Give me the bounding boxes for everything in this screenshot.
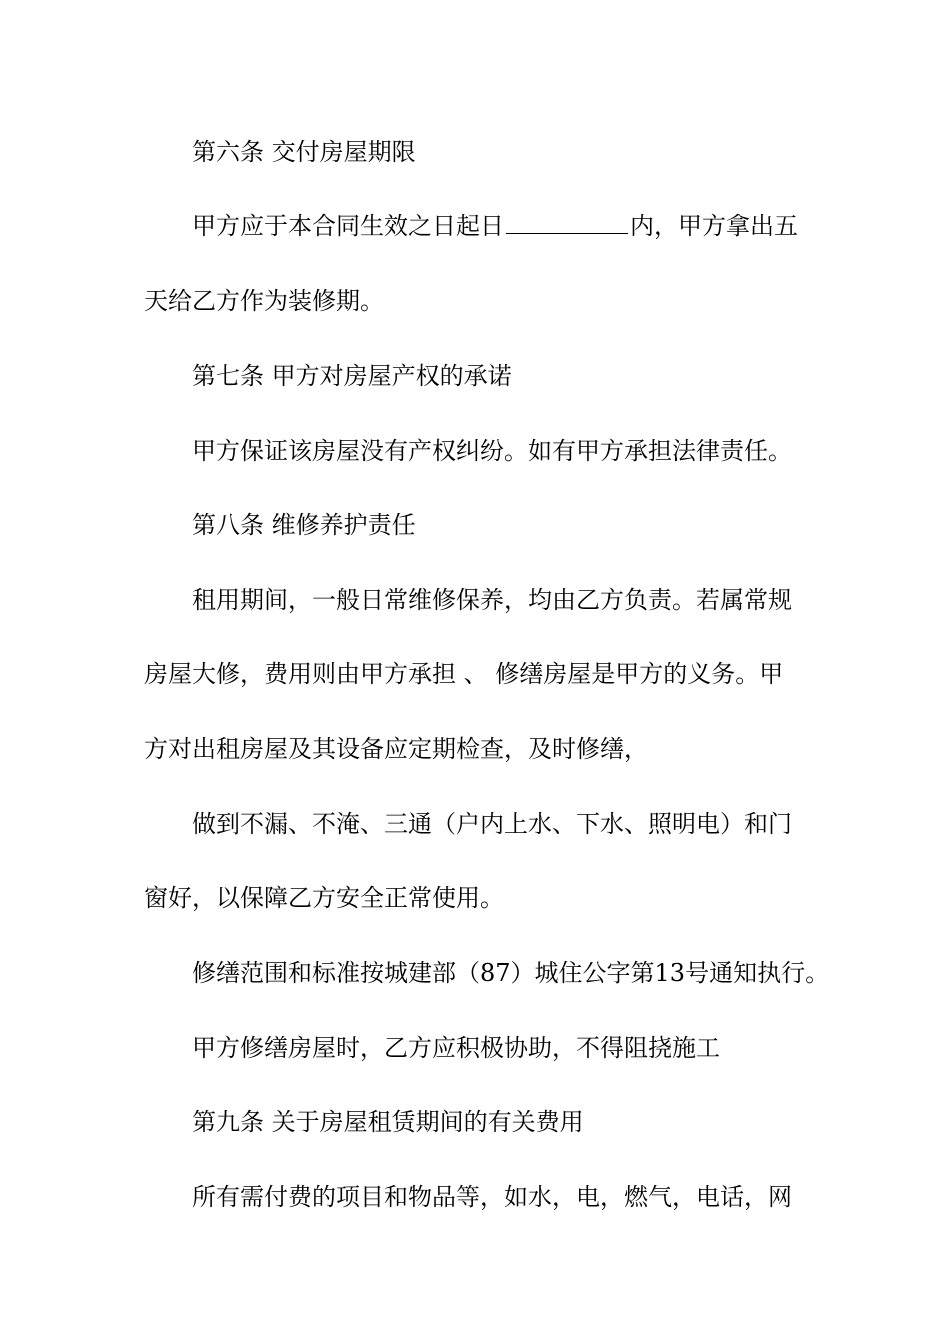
paragraph-line: 甲方修缮房屋时，乙方应积极协助，不得阻挠施工 xyxy=(192,1034,720,1062)
paragraph-line: 做到不漏、不淹、三通（户内上水、下水、照明电）和门 xyxy=(192,810,792,838)
text-segment: 内，甲方拿出五 xyxy=(630,212,798,240)
paragraph-line: 修缮范围和标准按城建部（87）城住公字第13号通知执行。 xyxy=(192,959,830,987)
article-8-heading: 第八条 维修养护责任 xyxy=(192,511,416,539)
paragraph-line: 所有需付费的项目和物品等，如水，电，燃气，电话，网 xyxy=(192,1183,792,1211)
paragraph-line: 租用期间，一般日常维修保养，均由乙方负责。若属常规 xyxy=(192,586,792,614)
paragraph-line: 房屋大修，费用则由甲方承担 、 修缮房屋是甲方的义务。甲 xyxy=(144,660,784,688)
paragraph-line: 窗好，以保障乙方安全正常使用。 xyxy=(144,884,504,912)
paragraph-line: 天给乙方作为装修期。 xyxy=(144,287,384,315)
article-7-heading: 第七条 甲方对房屋产权的承诺 xyxy=(192,362,512,390)
paragraph-line: 甲方保证该房屋没有产权纠纷。如有甲方承担法律责任。 xyxy=(192,437,792,465)
paragraph-line: 方对出租房屋及其设备应定期检查，及时修缮， xyxy=(144,735,648,763)
paragraph-line xyxy=(192,211,798,241)
text-segment: 甲方应于本合同生效之日起日 xyxy=(192,212,504,240)
fill-in-blank xyxy=(506,213,628,234)
article-6-heading: 第六条 交付房屋期限 xyxy=(192,138,416,166)
article-9-heading: 第九条 关于房屋租赁期间的有关费用 xyxy=(192,1108,584,1136)
